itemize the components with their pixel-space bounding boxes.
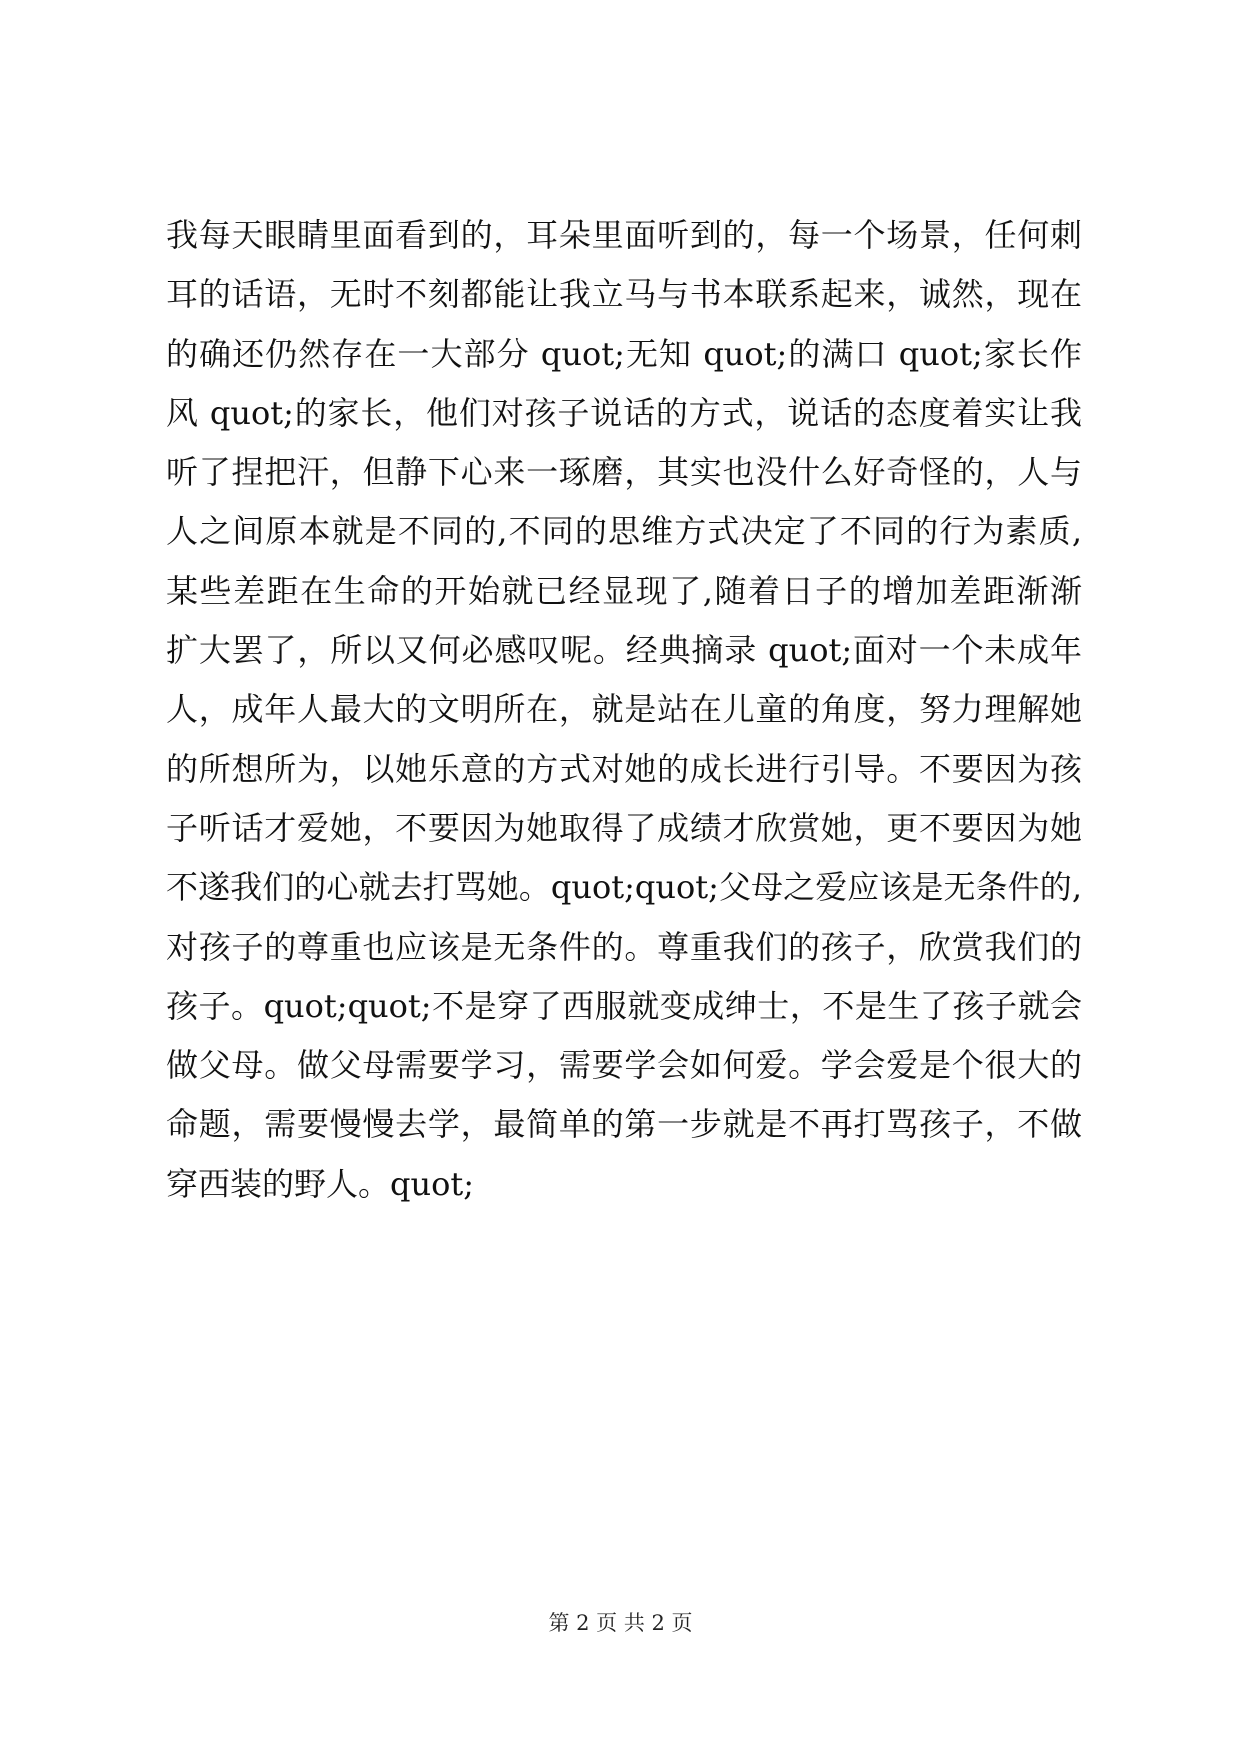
text-line: 的确还仍然存在一大部分 quot;无知 quot;的满口 quot;家长作: [166, 334, 1082, 373]
text-line-last: 穿西装的野人。quot;: [166, 1164, 475, 1203]
page-footer: [0, 1608, 1241, 1638]
text-line: 做父母。做父母需要学习，需要学会如何爱。学会爱是个很大的: [166, 1046, 1082, 1085]
text-line: 子听话才爱她，不要因为她取得了成绩才欣赏她，更不要因为她: [166, 808, 1082, 847]
text-line: 我每天眼睛里面看到的，耳朵里面听到的，每一个场景，任何刺: [166, 216, 1082, 254]
text-line: 孩子。quot;quot;不是穿了西服就变成绅士，不是生了孩子就会: [166, 986, 1082, 1025]
body-paragraph: [166, 206, 1082, 1214]
text-line: 不遂我们的心就去打骂她。quot;quot;父母之爱应该是无条件的,: [166, 868, 1082, 907]
text-line: 的所想所为，以她乐意的方式对她的成长进行引导。不要因为孩: [166, 749, 1082, 788]
page-number-label: 第 2 页 共 2 页: [548, 1611, 693, 1635]
text-line: 某些差距在生命的开始就已经显现了,随着日子的增加差距渐渐: [166, 571, 1082, 610]
text-line: 对孩子的尊重也应该是无条件的。尊重我们的孩子，欣赏我们的: [166, 927, 1082, 966]
text-line: 人，成年人最大的文明所在，就是站在儿童的角度，努力理解她: [166, 690, 1082, 729]
text-line: 扩大罢了，所以又何必感叹呢。经典摘录 quot;面对一个未成年: [166, 631, 1082, 670]
text-line: 风 quot;的家长，他们对孩子说话的方式，说话的态度着实让我: [166, 393, 1082, 432]
text-line: 耳的话语，无时不刻都能让我立马与书本联系起来，诚然，现在: [166, 275, 1082, 314]
text-line: 人之间原本就是不同的,不同的思维方式决定了不同的行为素质,: [166, 512, 1082, 551]
text-line: 命题，需要慢慢去学，最简单的第一步就是不再打骂孩子，不做: [166, 1105, 1082, 1144]
text-line: 听了捏把汗，但静下心来一琢磨，其实也没什么好奇怪的，人与: [166, 453, 1082, 492]
